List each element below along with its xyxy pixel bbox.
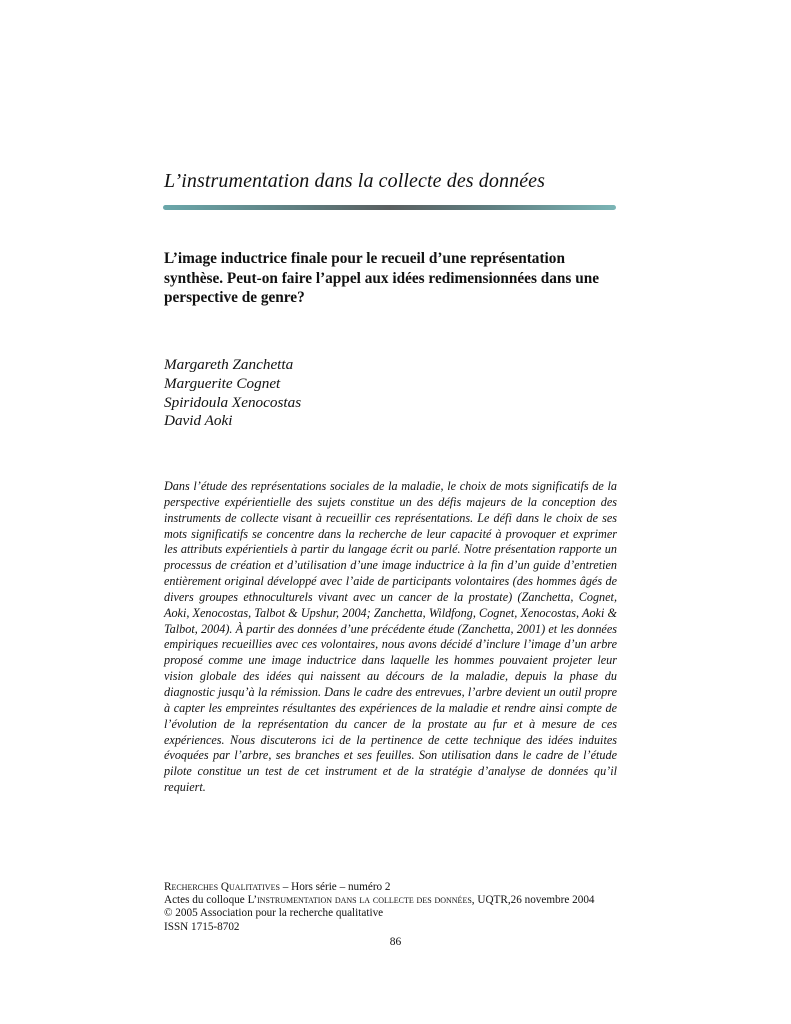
journal-line <box>164 881 595 894</box>
running-header-title: L’instrumentation dans la collecte des données <box>164 170 546 192</box>
page-number-value: 86 <box>389 936 402 948</box>
author-list <box>164 356 301 431</box>
author-name: Marguerite Cognet <box>164 374 281 392</box>
author-name: Spiridoula Xenocostas <box>164 393 302 411</box>
journal-issue: – Hors série – numéro 2 <box>279 881 391 893</box>
header-divider <box>163 205 616 210</box>
article-title: L’image inductrice finale pour le recueil d’une représentation synthèse. Peut-on faire l’appel aux idées redimensionnées dans une perspective de genre? <box>164 250 599 306</box>
journal-name: Recherches Qualitatives <box>164 881 280 893</box>
proceedings-title: instrumentation dans la collecte des données <box>257 894 472 907</box>
proceedings-suffix: , UQTR,26 novembre 2004 <box>471 894 595 907</box>
copyright-line: © 2005 Association pour la recherche qualitative <box>164 907 384 920</box>
issn-line: ISSN 1715-8702 <box>164 920 240 933</box>
proceedings-line <box>164 894 595 907</box>
abstract-text: Dans l’étude des représentations sociales de la maladie, le choix de mots significatifs de la perspective expérientielle des sujets constitue un des défis majeurs de la conception des instruments de collecte visant à recueillir ces représentations. Le défi dans le choix de ses mots significatifs se concentre dans la recherche de leur capacité à provoquer et exprimer les attributs expérientiels à partir du langage écrit ou parlé. Notre présentation rapporte un processus de création et d’utilisation d’une image inductrice à la fin d’un guide d’entretien entièrement original développé avec l’aide de participants volontaires (des hommes âgés de divers groupes ethnoculturels vivant avec un cancer de la prostate) (Zanchetta, Cognet, Aoki, Xenocostas, Talbot & Upshur, 2004; Zanchetta, Wildfong, Cognet, Xenocostas, Aoki & Talbot, 2004). À partir des données d’une précédente étude (Zanchetta, 2001) et les données empiriques recueillies avec ces volontaires, nous avons décidé d’inclure l’image d’un arbre proposé comme une image inductrice dans laquelle les hommes pouvaient projeter leur vision globale des idées qui naissent au décours de la maladie, depuis la phase du diagnostic jusqu’à la rémission. Dans le cadre des entrevues, l’arbre devient un outil propre à capter les empreintes résultantes des expériences de la maladie et rendre ainsi compte de l’évolution de la représentation du cancer de la prostate au fur et à mesure de ces expériences. Nous discuterons ici de la pertinence de cette technique des idées induites évoquées par l’arbre, ses branches et ses feuilles. Son utilisation dans le cadre de l’étude pilote constitue un test de cet instrument et de la stratégie d’analyse de données qu’il requiert. <box>164 479 617 795</box>
publication-footer <box>164 881 595 934</box>
author-name: David Aoki <box>164 412 233 430</box>
page-number <box>0 936 791 948</box>
proceedings-prefix: Actes du colloque L’ <box>164 894 258 907</box>
author-name: Margareth Zanchetta <box>164 356 294 373</box>
